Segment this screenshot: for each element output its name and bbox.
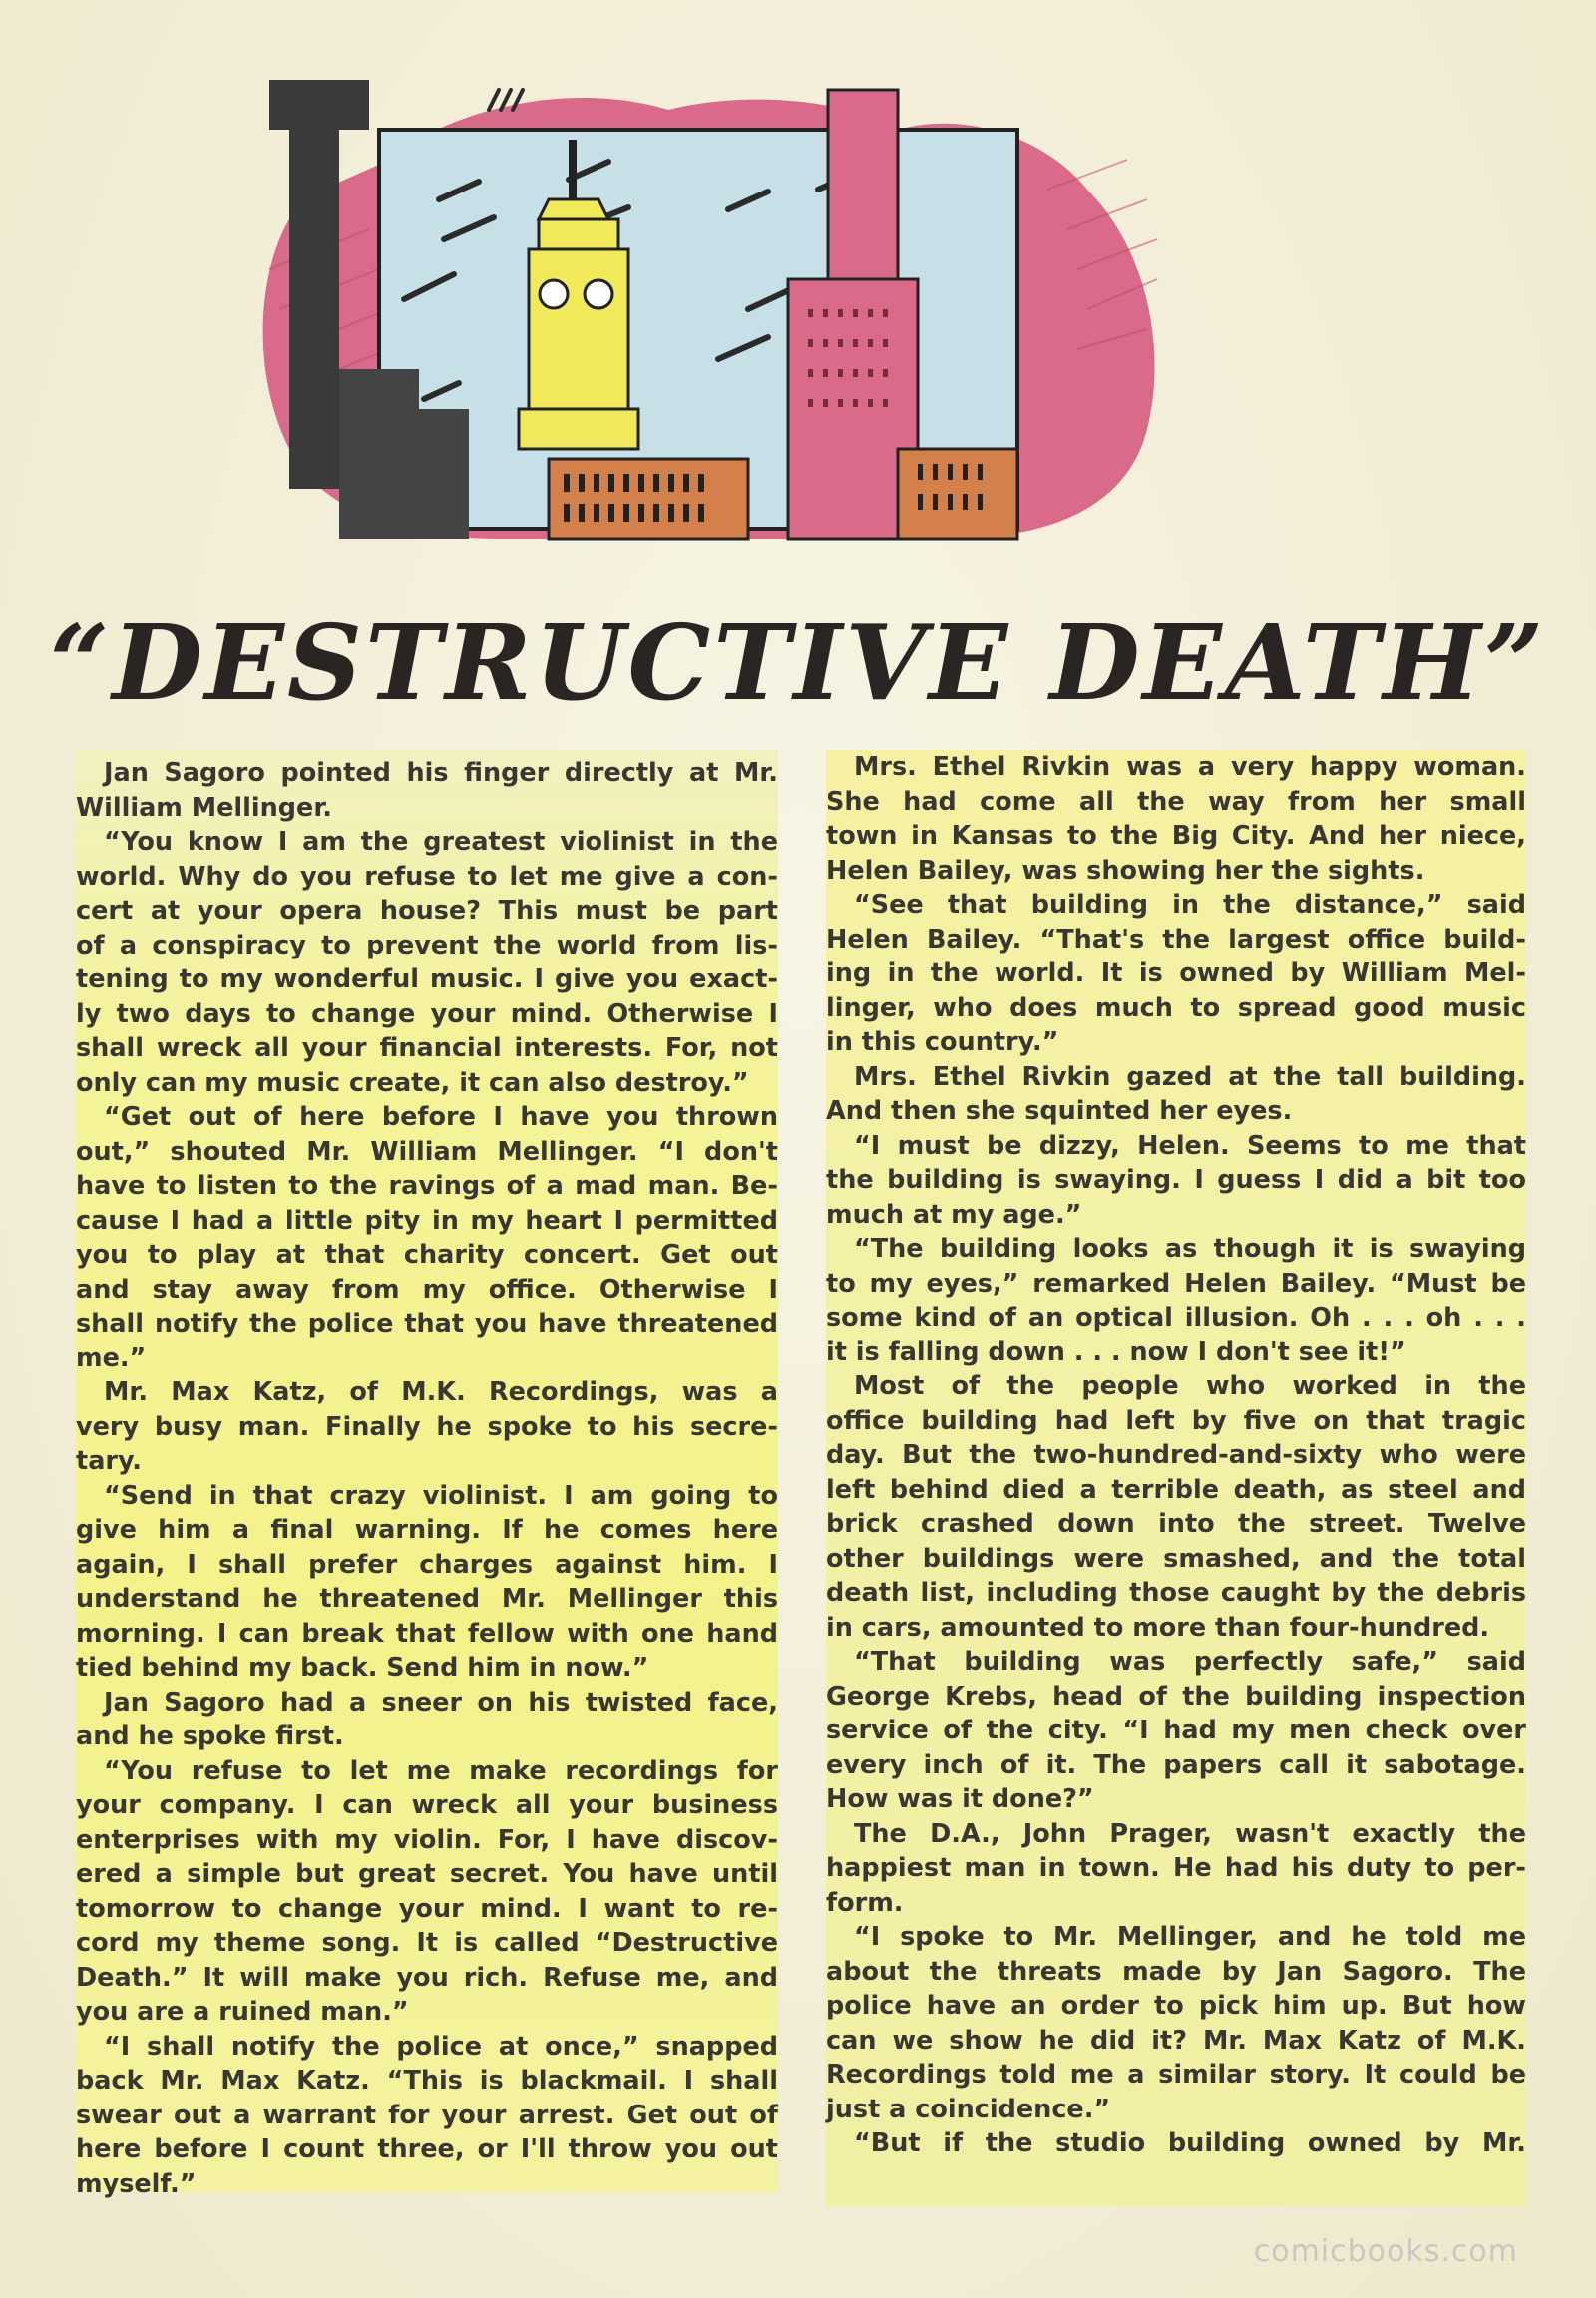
- text-line: brick crashed down into the street. Twelve: [826, 1509, 1526, 1539]
- text-line: happiest man in town. He had his duty to per-: [826, 1853, 1526, 1883]
- text-line: back Mr. Max Katz. “This is blackmail. I shall: [76, 2066, 778, 2096]
- text-line: Death.” It will make you rich. Refuse me, and: [76, 1962, 778, 1993]
- paragraph: [826, 1920, 1526, 2126]
- text-line: can we show he did it? Mr. Max Katz of M.K.: [826, 2025, 1526, 2056]
- text-line: to my eyes,” remarked Helen Bailey. “Must be: [826, 1268, 1526, 1299]
- text-line: swear out a warrant for your arrest. Get out of: [76, 2100, 778, 2130]
- paragraph: [76, 1754, 778, 2030]
- text-line: “Get out of here before I have you thrown: [104, 1102, 778, 1132]
- text-line: William Mellinger.: [76, 792, 332, 823]
- text-line: “See that building in the distance,” said: [854, 890, 1526, 920]
- text-line: tary.: [76, 1446, 142, 1476]
- text-line: police have an order to pick him up. But how: [826, 1991, 1526, 2021]
- text-line: “That building was perfectly safe,” said: [854, 1647, 1526, 1677]
- text-line: “The building looks as though it is swaying: [854, 1234, 1526, 1264]
- text-line: about the threats made by Jan Sagoro. The: [826, 1956, 1526, 1987]
- text-line: it is falling down . . . now I don't see it!”: [826, 1337, 1406, 1367]
- text-line: death list, including those caught by the debris: [826, 1578, 1526, 1608]
- paragraph: [826, 750, 1526, 888]
- paragraph: [826, 1369, 1526, 1645]
- text-line: shall notify the police that you have threatened: [76, 1309, 778, 1339]
- text-line: She had come all the way from her small: [826, 786, 1526, 817]
- text-line: Mrs. Ethel Rivkin was a very happy woman.: [854, 752, 1526, 782]
- text-line: linger, who does much to spread good music: [826, 992, 1526, 1023]
- paragraph: [826, 2126, 1526, 2161]
- text-line: The D.A., John Prager, wasn't exactly the: [854, 1818, 1526, 1849]
- paragraph: [826, 888, 1526, 1060]
- text-line: other buildings were smashed, and the total: [826, 1543, 1526, 1574]
- text-line: Mr. Max Katz, of M.K. Recordings, was a: [104, 1377, 778, 1407]
- text-line: you to play at that charity concert. Get out: [76, 1240, 778, 1270]
- text-line: only can my music create, it can also destroy.”: [76, 1067, 749, 1098]
- right-text-column: [826, 750, 1526, 2206]
- text-line: left behind died a terrible death, as steel and: [826, 1474, 1526, 1505]
- text-line: office building had left by five on that tragic: [826, 1405, 1526, 1436]
- text-line: How was it done?”: [826, 1784, 1094, 1814]
- text-line: “Send in that crazy violinist. I am going to: [104, 1480, 778, 1511]
- paragraph: [826, 1645, 1526, 1817]
- text-line: ing in the world. It is owned by William Mel-: [826, 958, 1526, 988]
- text-line: “I shall notify the police at once,” snapped: [104, 2031, 778, 2062]
- text-line: here before I count three, or I'll throw you out: [76, 2134, 778, 2164]
- text-line: and stay away from my office. Otherwise I: [76, 1274, 778, 1305]
- story-title: “DESTRUCTIVE DEATH”: [49, 601, 1547, 724]
- text-line: “But if the studio building owned by Mr.: [854, 2128, 1526, 2158]
- text-line: ly two days to change your mind. Otherwise I: [76, 998, 778, 1029]
- text-line: day. But the two-hundred-and-sixty who were: [826, 1440, 1526, 1470]
- text-line: of a conspiracy to prevent the world from lis-: [76, 930, 778, 960]
- city-skyline-illustration: [249, 70, 1347, 588]
- text-line: out,” shouted Mr. William Mellinger. “I don't: [76, 1136, 778, 1167]
- text-line: tomorrow to change your mind. I want to re-: [76, 1893, 778, 1924]
- text-line: tening to my wonderful music. I give you exact-: [76, 964, 778, 994]
- paragraph: [826, 1232, 1526, 1369]
- paragraph: [76, 756, 778, 825]
- text-line: morning. I can break that fellow with one hand: [76, 1618, 778, 1649]
- text-line: Mrs. Ethel Rivkin gazed at the tall building.: [854, 1061, 1526, 1092]
- paragraph: [826, 1060, 1526, 1129]
- text-line: And then she squinted her eyes.: [826, 1096, 1293, 1126]
- text-line: enterprises with my violin. For, I have discov-: [76, 1824, 778, 1855]
- text-line: give him a final warning. If he comes here: [76, 1515, 778, 1545]
- text-line: shall wreck all your financial interests. For, not: [76, 1033, 778, 1063]
- text-line: “I must be dizzy, Helen. Seems to me that: [854, 1130, 1526, 1161]
- text-line: me.”: [76, 1342, 147, 1373]
- text-line: again, I shall prefer charges against him. I: [76, 1549, 778, 1580]
- text-line: “You refuse to let me make recordings for: [104, 1755, 778, 1786]
- text-line: in this country.”: [826, 1027, 1059, 1057]
- text-line: your company. I can wreck all your business: [76, 1790, 778, 1820]
- text-line: ered a simple but great secret. You have until: [76, 1859, 778, 1889]
- text-line: service of the city. “I had my men check over: [826, 1716, 1526, 1745]
- text-line: Recordings told me a similar story. It could be: [826, 2060, 1526, 2090]
- text-line: Most of the people who worked in the: [854, 1371, 1526, 1401]
- text-line: form.: [826, 1887, 904, 1918]
- text-line: Helen Bailey. “That's the largest office build-: [826, 924, 1526, 955]
- paragraph: [826, 1817, 1526, 1921]
- text-line: you are a ruined man.”: [76, 1997, 409, 2027]
- text-line: just a coincidence.”: [826, 2094, 1111, 2124]
- text-line: “You know I am the greatest violinist in the: [104, 827, 778, 857]
- text-line: the building is swaying. I guess I did a bit too: [826, 1165, 1526, 1195]
- text-line: cert at your opera house? This must be part: [76, 896, 778, 926]
- text-line: and he spoke first.: [76, 1722, 344, 1751]
- text-line: George Krebs, head of the building inspection: [826, 1681, 1526, 1712]
- text-line: some kind of an optical illusion. Oh . . . oh . . .: [826, 1303, 1526, 1333]
- paragraph: [76, 825, 778, 1100]
- text-line: understand he threatened Mr. Mellinger this: [76, 1584, 778, 1614]
- paragraph: [76, 1100, 778, 1375]
- text-line: cause I had a little pity in my heart I permitted: [76, 1205, 778, 1236]
- text-line: world. Why do you refuse to let me give a con-: [76, 861, 778, 892]
- text-line: every inch of it. The papers call it sabotage.: [826, 1749, 1526, 1780]
- paragraph: [76, 1375, 778, 1479]
- paragraph: [76, 2030, 778, 2202]
- text-line: myself.”: [76, 2168, 197, 2199]
- text-line: in cars, amounted to more than four-hundred.: [826, 1612, 1490, 1643]
- text-line: town in Kansas to the Big City. And her niece,: [826, 821, 1526, 851]
- text-line: have to listen to the ravings of a mad man. Be-: [76, 1171, 778, 1201]
- text-line: “I spoke to Mr. Mellinger, and he told me: [854, 1922, 1526, 1952]
- text-line: very busy man. Finally he spoke to his secre-: [76, 1411, 778, 1442]
- text-line: much at my age.”: [826, 1199, 1082, 1230]
- text-line: tied behind my back. Send him in now.”: [76, 1653, 649, 1683]
- left-text-column: [76, 750, 778, 2199]
- text-line: Helen Bailey, was showing her the sights.: [826, 855, 1425, 886]
- paragraph: [76, 1479, 778, 1686]
- text-line: Jan Sagoro pointed his finger directly at Mr.: [104, 758, 778, 788]
- text-line: cord my theme song. It is called “Destructive: [76, 1928, 778, 1958]
- paragraph: [826, 1129, 1526, 1233]
- text-line: Jan Sagoro had a sneer on his twisted face,: [104, 1687, 778, 1718]
- paragraph: [76, 1686, 778, 1754]
- site-watermark: comicbooks.com: [1253, 2234, 1518, 2269]
